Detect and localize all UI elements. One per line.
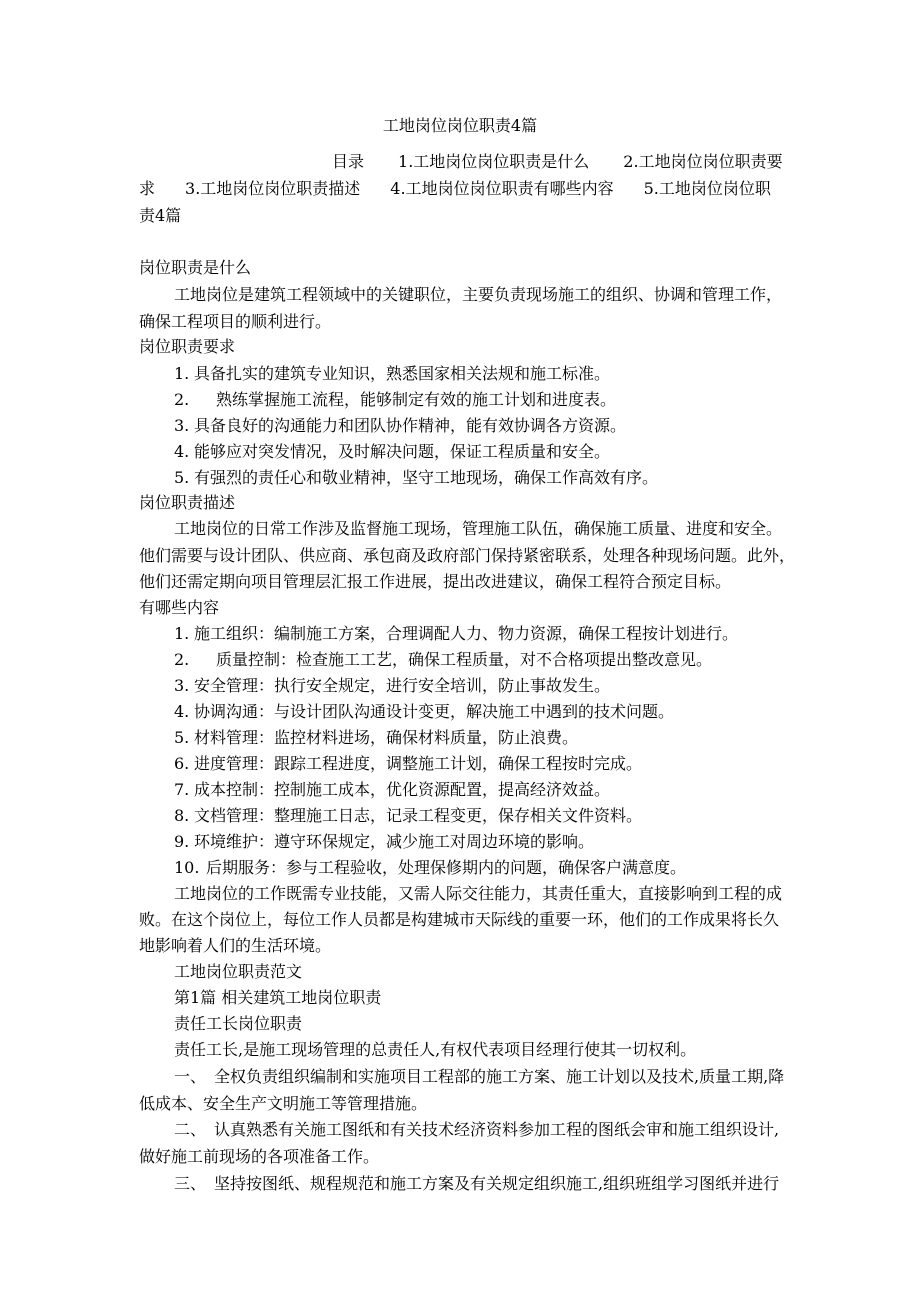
duty-item-1-line-1: 一、 全权负责组织编制和实施项目工程部的施工方案、施工计划以及技术,质量工期,降 bbox=[174, 1067, 785, 1086]
list-item: 9. 环境维护：遵守环保规定，减少施工对周边环境的影响。 bbox=[174, 832, 595, 851]
table-of-contents-line-3 bbox=[139, 204, 181, 228]
list-item: 3. 具备良好的沟通能力和团队协作精神，能有效协调各方资源。 bbox=[174, 416, 627, 435]
list-item: 3. 安全管理：执行安全规定，进行安全培训，防止事故发生。 bbox=[174, 676, 611, 695]
duty-item-1-line-2: 低成本、安全生产文明施工等管理措施。 bbox=[139, 1094, 428, 1113]
section-heading-1: 岗位职责是什么 bbox=[139, 258, 252, 277]
sample-heading: 工地岗位职责范文 bbox=[174, 962, 303, 981]
section-3-paragraph-line-3: 他们还需定期向项目管理层汇报工作进展，提出改进建议，确保工程符合预定目标。 bbox=[139, 572, 732, 591]
list-item: 2. 熟练掌握施工流程，能够制定有效的施工计划和进度表。 bbox=[174, 390, 617, 409]
toc-item-5-cont[interactable]: 责4篇 bbox=[139, 206, 182, 225]
list-item: 4. 协调沟通：与设计团队沟通设计变更，解决施工中遇到的技术问题。 bbox=[174, 702, 675, 721]
duty-item-2-line-1: 二、 认真熟悉有关施工图纸和有关技术经济资料参加工程的图纸会审和施工组织设计, bbox=[174, 1120, 780, 1139]
section-3-paragraph-line-1: 工地岗位的日常工作涉及监督施工现场，管理施工队伍，确保施工质量、进度和安全。 bbox=[174, 519, 783, 538]
list-item: 6. 进度管理：跟踪工程进度，调整施工计划，确保工程按时完成。 bbox=[174, 754, 643, 773]
duty-item-3-line-1: 三、 坚持按图纸、规程规范和施工方案及有关规定组织施工,组织班组学习图纸并进行 bbox=[174, 1174, 780, 1193]
list-item: 1. 具备扎实的建筑专业知识，熟悉国家相关法规和施工标准。 bbox=[174, 364, 611, 383]
toc-item-5[interactable]: 5.工地岗位岗位职 bbox=[643, 179, 771, 198]
section-heading-2: 岗位职责要求 bbox=[139, 337, 236, 356]
list-item: 10. 后期服务：参与工程验收，处理保修期内的问题，确保客户满意度。 bbox=[174, 858, 687, 877]
article-1-title: 第1篇 相关建筑工地岗位职责 bbox=[174, 988, 382, 1007]
list-item: 2. 质量控制：检查施工工艺，确保工程质量，对不合格项提出整改意见。 bbox=[174, 650, 713, 669]
summary-paragraph-line-1: 工地岗位的工作既需专业技能，又需人际交往能力，其责任重大，直接影响到工程的成 bbox=[174, 884, 783, 903]
toc-label: 目录 bbox=[332, 152, 365, 171]
foreman-intro: 责任工长,是施工现场管理的总责任人,有权代表项目经理行使其一切权利。 bbox=[174, 1040, 697, 1059]
foreman-title: 责任工长岗位职责 bbox=[174, 1014, 303, 1033]
toc-item-1[interactable]: 1.工地岗位岗位职责是什么 bbox=[398, 152, 590, 171]
table-of-contents-line-2 bbox=[139, 177, 771, 201]
section-3-paragraph-line-2: 他们需要与设计团队、供应商、承包商及政府部门保持紧密联系，处理各种现场问题。此外， bbox=[139, 546, 796, 565]
section-heading-3: 岗位职责描述 bbox=[139, 493, 236, 512]
table-of-contents-line-1 bbox=[332, 150, 783, 174]
section-1-paragraph-line-1: 工地岗位是建筑工程领域中的关键职位，主要负责现场施工的组织、协调和管理工作， bbox=[174, 285, 783, 304]
list-item: 8. 文档管理：整理施工日志，记录工程变更，保存相关文件资料。 bbox=[174, 806, 643, 825]
duty-item-2-line-2: 做好施工前现场的各项准备工作。 bbox=[139, 1147, 380, 1166]
section-1-paragraph-line-2: 确保工程项目的顺利进行。 bbox=[139, 312, 332, 331]
document-title: 工地岗位岗位职责4篇 bbox=[382, 116, 538, 135]
toc-item-3[interactable]: 3.工地岗位岗位职责描述 bbox=[185, 179, 361, 198]
toc-item-2[interactable]: 2.工地岗位岗位职责要 bbox=[623, 152, 783, 171]
toc-item-2-cont[interactable]: 求 bbox=[139, 179, 156, 198]
summary-paragraph-line-2: 败。在这个岗位上，每位工作人员都是构建城市天际线的重要一环，他们的工作成果将长久 bbox=[139, 910, 780, 929]
toc-item-4[interactable]: 4.工地岗位岗位职责有哪些内容 bbox=[390, 179, 614, 198]
list-item: 5. 材料管理：监控材料进场，确保材料质量，防止浪费。 bbox=[174, 728, 579, 747]
summary-paragraph-line-3: 地影响着人们的生活环境。 bbox=[139, 936, 332, 955]
list-item: 4. 能够应对突发情况，及时解决问题，保证工程质量和安全。 bbox=[174, 442, 611, 461]
section-heading-4: 有哪些内容 bbox=[139, 598, 220, 617]
list-item: 5. 有强烈的责任心和敬业精神，坚守工地现场，确保工作高效有序。 bbox=[174, 468, 659, 487]
list-item: 1. 施工组织：编制施工方案，合理调配人力、物力资源，确保工程按计划进行。 bbox=[174, 624, 739, 643]
list-item: 7. 成本控制：控制施工成本，优化资源配置，提高经济效益。 bbox=[174, 780, 611, 799]
